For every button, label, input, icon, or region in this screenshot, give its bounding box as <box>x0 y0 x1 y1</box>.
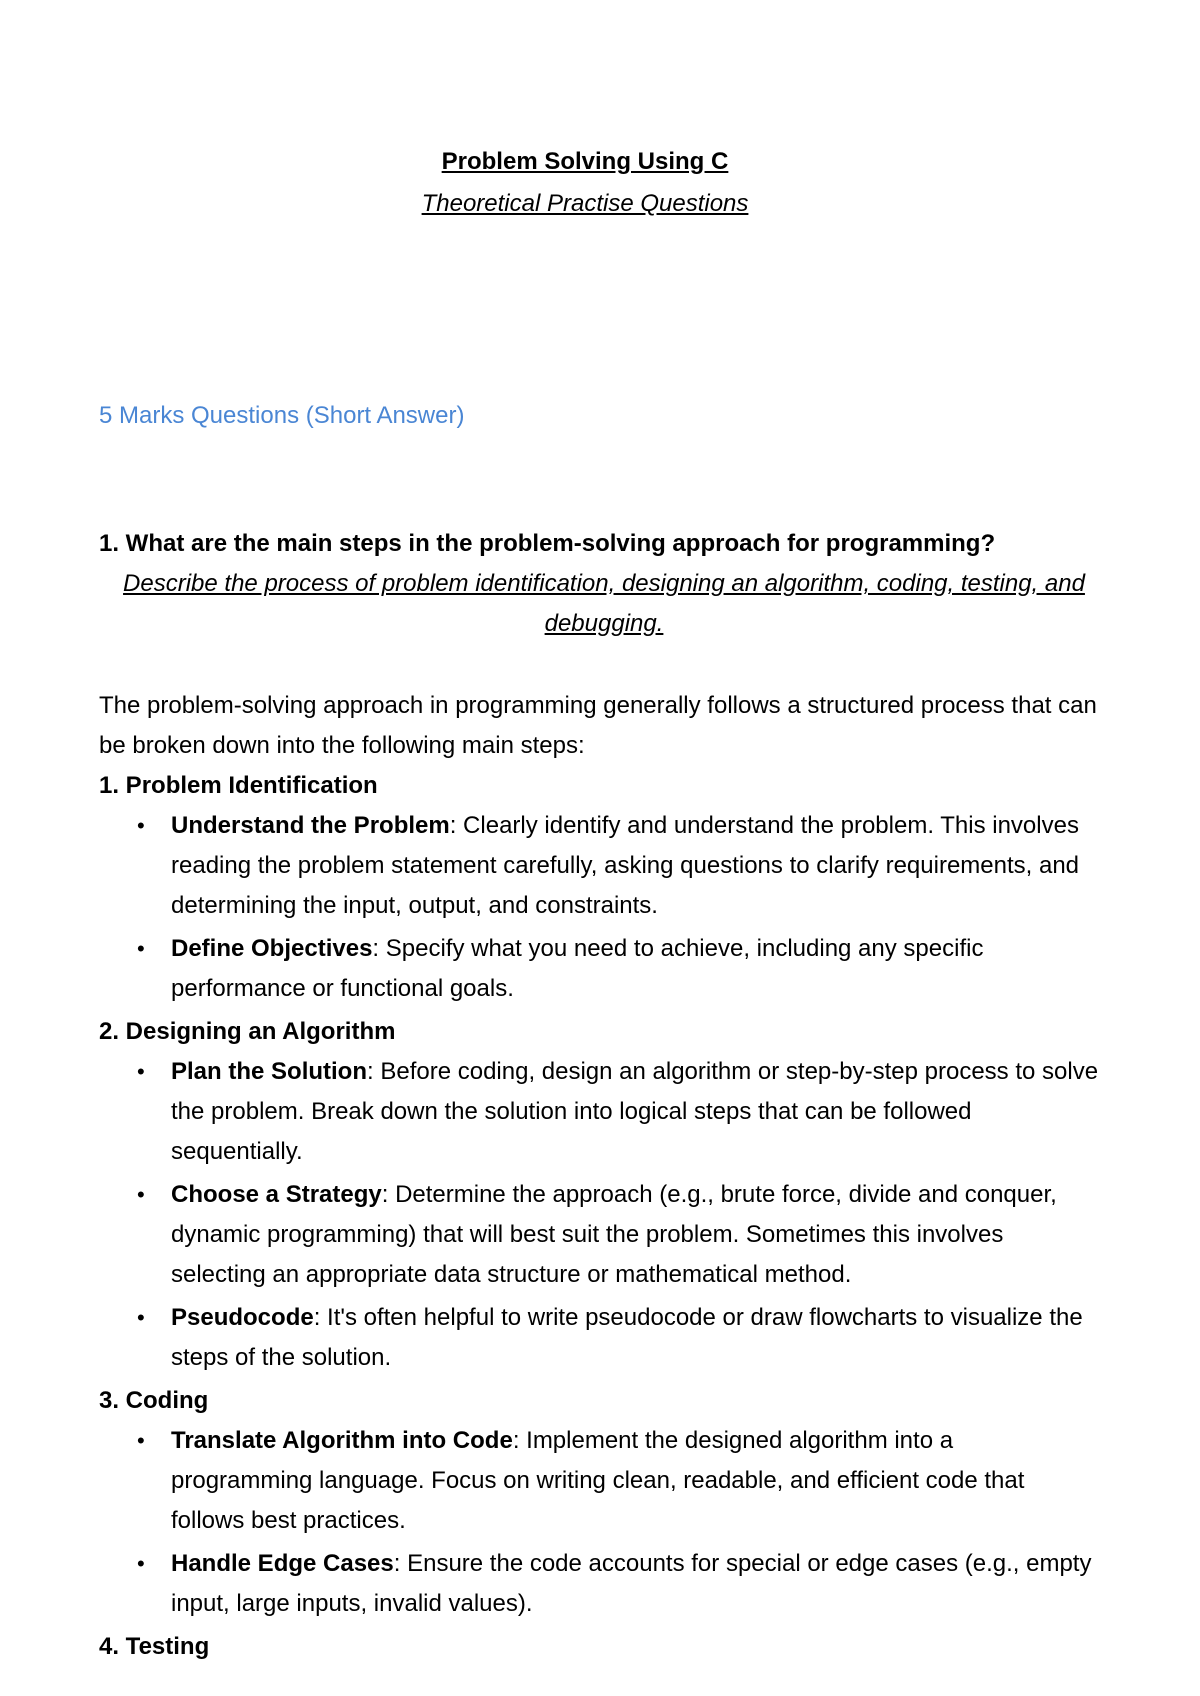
point-term: Define Objectives <box>171 935 373 962</box>
step-heading: 3. Coding <box>99 1387 209 1414</box>
question-title: 1. What are the main steps in the problem-solving approach for programming? <box>99 530 996 557</box>
answer-intro: The problem-solving approach in programming generally follows a structured process that can be broken down into the following main steps: <box>99 692 1097 759</box>
step-heading: 1. Problem Identification <box>99 772 378 799</box>
point-text: : Ensure the code accounts for special or edge cases (e.g., empty input, large inputs, invalid values). <box>171 1550 1092 1617</box>
step-points <box>99 1421 1099 1624</box>
question-block <box>99 524 1099 644</box>
list-item <box>137 1421 1099 1541</box>
point-text: : Determine the approach (e.g., brute force, divide and conquer, dynamic programming) that will best suit the problem. Sometimes this involves selecting an appropriate data structure or mathematical method. <box>171 1181 1057 1288</box>
point-term: Pseudocode <box>171 1304 314 1331</box>
list-item <box>137 1175 1099 1295</box>
list-item <box>137 1544 1099 1624</box>
answer-intro-container <box>99 686 1099 766</box>
point-term: Handle Edge Cases <box>171 1550 394 1577</box>
step-problem-identification <box>99 766 1099 1009</box>
step-heading: 2. Designing an Algorithm <box>99 1018 396 1045</box>
point-term: Plan the Solution <box>171 1058 367 1085</box>
point-text: : It's often helpful to write pseudocode or draw flowcharts to visualize the steps of the solution. <box>171 1304 1083 1371</box>
document-title: Problem Solving Using C <box>441 148 729 175</box>
answer-block <box>99 686 1099 1667</box>
step-heading: 4. Testing <box>99 1633 210 1660</box>
bullet-icon: • <box>137 1182 145 1207</box>
step-points <box>99 1052 1099 1378</box>
point-text: : Before coding, design an algorithm or step-by-step process to solve the problem. Break down the solution into logical steps that can be followed sequentially. <box>171 1058 1099 1165</box>
point-text: : Specify what you need to achieve, including any specific performance or functional goals. <box>171 935 984 1002</box>
list-item <box>137 1052 1099 1172</box>
section-heading: 5 Marks Questions (Short Answer) <box>99 402 465 429</box>
bullet-icon: • <box>137 1428 145 1453</box>
point-text: : Implement the designed algorithm into a programming language. Focus on writing clean, readable, and efficient code that follows best practices. <box>171 1427 1025 1534</box>
bullet-icon: • <box>137 1305 145 1330</box>
bullet-icon: • <box>137 936 145 961</box>
document-subtitle: Theoretical Practise Questions <box>421 190 749 217</box>
bullet-icon: • <box>137 1551 145 1576</box>
step-points <box>99 806 1099 1009</box>
step-testing <box>99 1627 1099 1667</box>
step-coding <box>99 1381 1099 1624</box>
point-term: Translate Algorithm into Code <box>171 1427 513 1454</box>
bullet-icon: • <box>137 813 145 838</box>
list-item <box>137 929 1099 1009</box>
point-term: Choose a Strategy <box>171 1181 382 1208</box>
question-description: Describe the process of problem identification, designing an algorithm, coding, testing, and debugging. <box>123 570 1085 637</box>
bullet-icon: • <box>137 1059 145 1084</box>
point-text: : Clearly identify and understand the problem. This involves reading the problem statement carefully, asking questions to clarify requirements, and determining the input, output, and constraints. <box>171 812 1080 919</box>
list-item <box>137 806 1099 926</box>
step-designing-algorithm <box>99 1012 1099 1378</box>
point-term: Understand the Problem <box>171 812 450 839</box>
list-item <box>137 1298 1099 1378</box>
